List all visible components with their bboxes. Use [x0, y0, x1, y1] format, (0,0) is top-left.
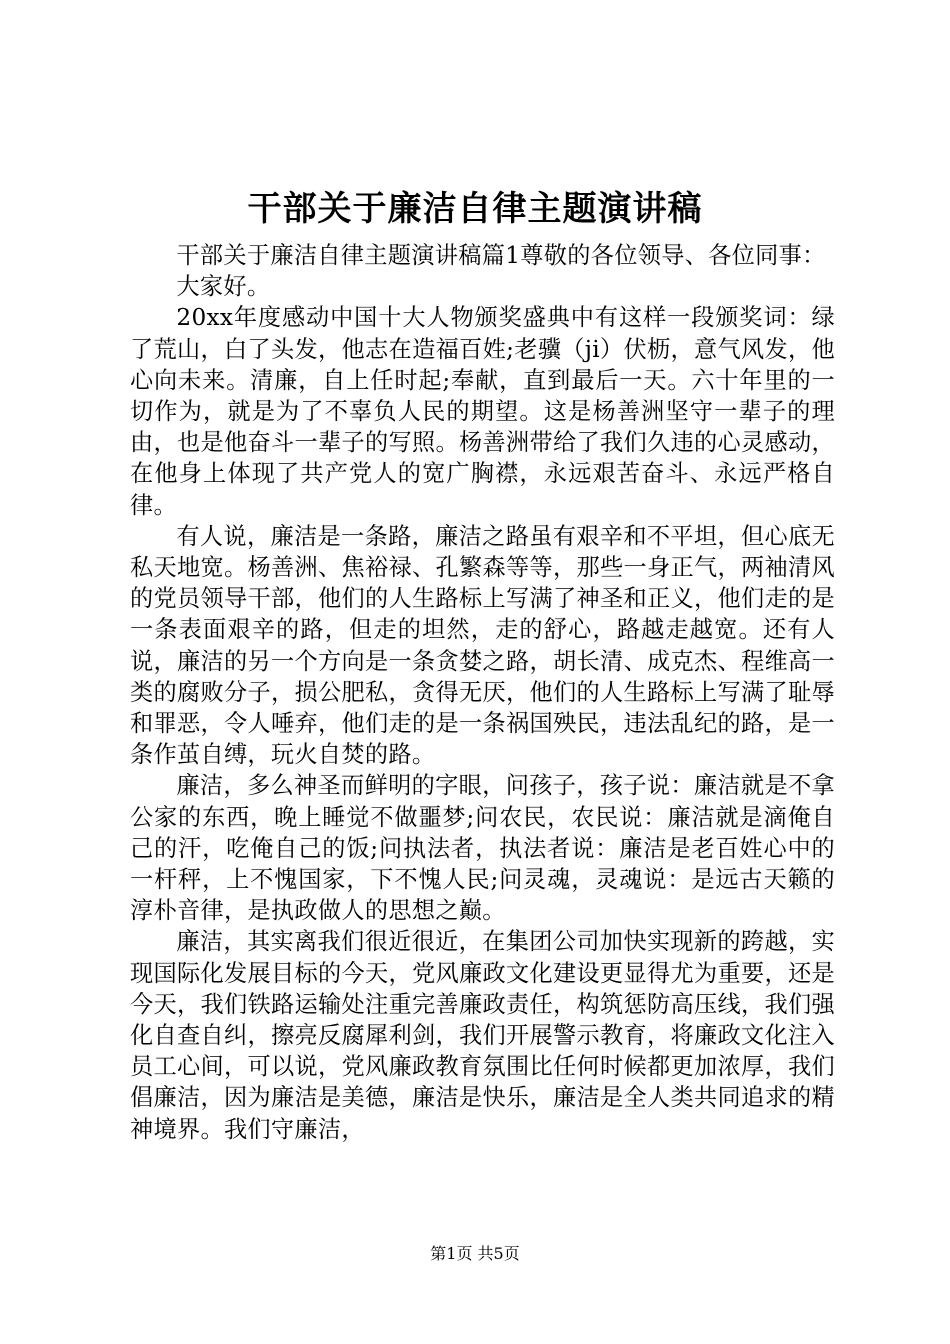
paragraph-2: 大家好。	[176, 273, 271, 301]
document-body	[130, 240, 835, 1145]
paragraph-6: 廉洁，其实离我们很近很近，在集团公司加快实现新的跨越，实现国际化发展目标的今天，党风廉政文化建设更显得尤为重要，还是今天，我们铁路运输处注重完善廉政责任，构筑惩防高压线，我们强化自查自纠，擦亮反腐犀利剑，我们开展警示教育，将廉政文化注入员工心间，可以说，党风廉政教育氛围比任何时候都更加浓厚，我们倡廉洁，因为廉洁是美德，廉洁是快乐，廉洁是全人类共同追求的精神境界。我们守廉洁，	[130, 928, 835, 1143]
paragraph-5: 廉洁，多么神圣而鲜明的字眼，问孩子，孩子说：廉洁就是不拿公家的东西，晚上睡觉不做噩梦;问农民，农民说：廉洁就是滴俺自己的汗，吃俺自己的饭;问执法者，执法者说：廉洁是老百姓心中的一杆秤，上不愧国家，下不愧人民;问灵魂，灵魂说：是远古天籁的淳朴音律，是执政做人的思想之巅。	[130, 772, 835, 925]
paragraph-4: 有人说，廉洁是一条路，廉洁之路虽有艰辛和不平坦，但心底无私天地宽。杨善洲、焦裕禄、孔繁森等等，那些一身正气，两袖清风的党员领导干部，他们的人生路标上写满了神圣和正义，他们走的是一条表面艰辛的路，但走的坦然，走的舒心，路越走越宽。还有人说，廉洁的另一个方向是一条贪婪之路，胡长清、成克杰、程维高一类的腐败分子，损公肥私，贪得无厌，他们的人生路标上写满了耻辱和罪恶，令人唾弃，他们走的是一条祸国殃民，违法乱纪的路，是一条作茧自缚，玩火自焚的路。	[130, 522, 835, 769]
page-number-footer: 第1页 共5页	[430, 1244, 520, 1263]
paragraph-3: 20xx年度感动中国十大人物颁奖盛典中有这样一段颁奖词：绿了荒山，白了头发，他志在造福百姓;老骥（ji）伏枥，意气风发，他心向未来。清廉，自上任时起;奉献，直到最后一天。六十年里的一切作为，就是为了不辜负人民的期望。这是杨善洲坚守一辈子的理由，也是他奋斗一辈子的写照。杨善洲带给了我们久违的心灵感动，在他身上体现了共产党人的宽广胸襟，永远艰苦奋斗、永远严格自律。	[130, 304, 835, 519]
paragraph-1: 干部关于廉洁自律主题演讲稿篇1尊敬的各位领导、各位同事：	[176, 242, 826, 269]
document-title: 干部关于廉洁自律主题演讲稿	[247, 189, 703, 229]
